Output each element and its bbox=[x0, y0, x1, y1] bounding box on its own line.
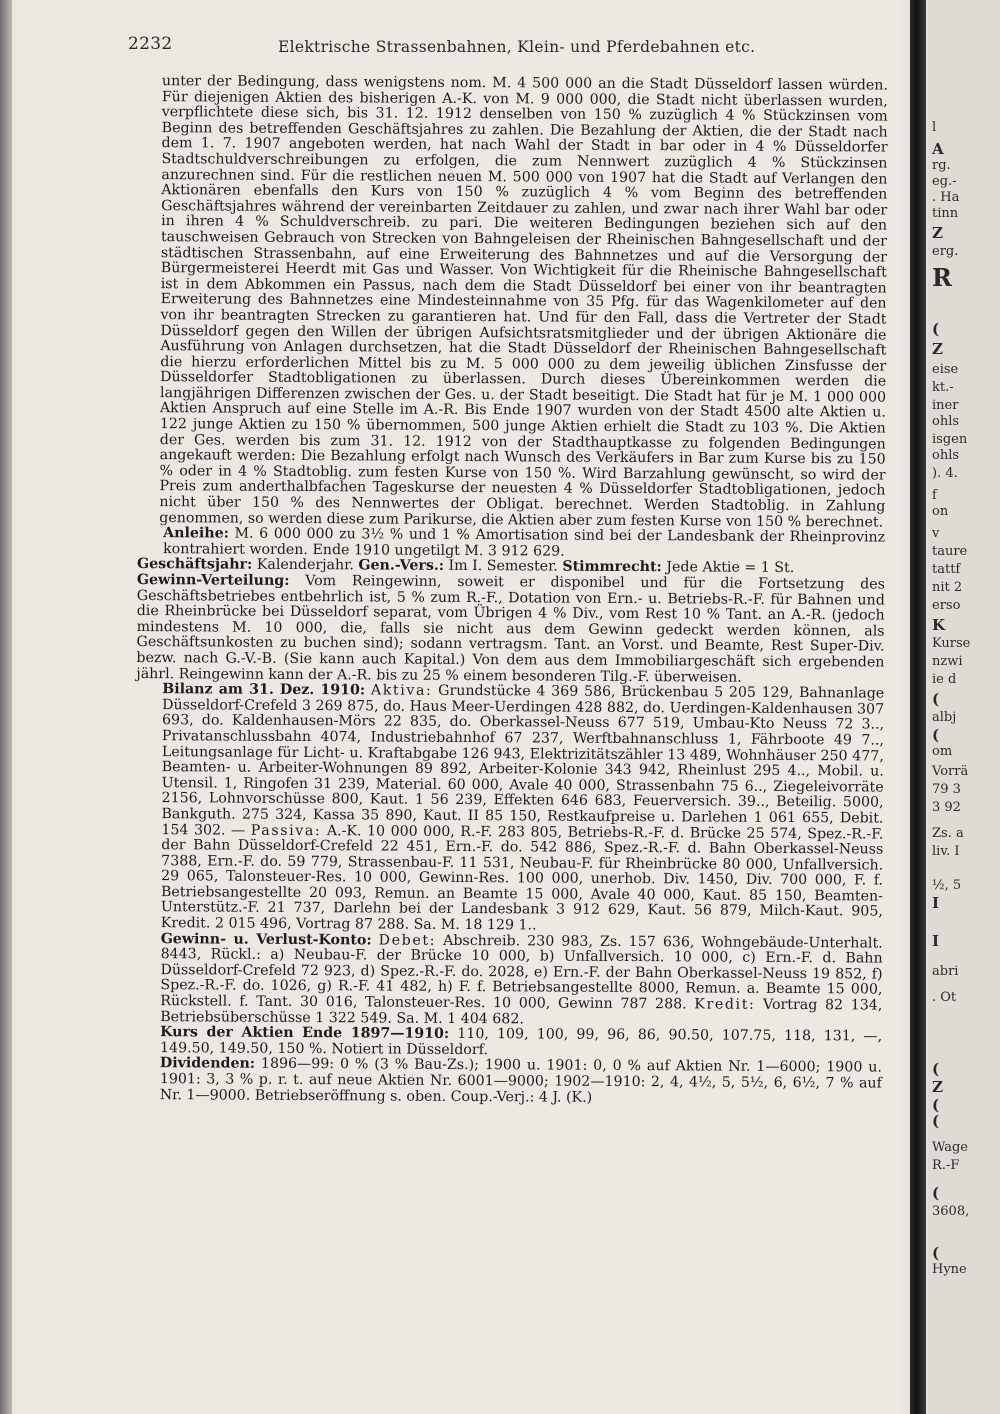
facing-page-text: taure bbox=[932, 544, 968, 559]
subsection-label: Debet: bbox=[378, 932, 437, 949]
facing-page-text: Z bbox=[932, 224, 943, 242]
facing-page-text: erg. bbox=[932, 244, 959, 259]
facing-page-text: ohls bbox=[932, 414, 960, 429]
scan-edge-shadow bbox=[0, 0, 12, 1414]
facing-page-text: nit 2 bbox=[932, 580, 963, 595]
facing-page-text: l bbox=[932, 120, 937, 135]
paragraph-text: 1896—99: 0 % (3 % Bau-Zs.); 1900 u. 1901: 0, 0 % auf Aktien Nr. 1—6000; 1900 u. 1901: 3, 3 % p. r. t. auf neue Aktien Nr. 6001—9000; 1902—1910: 2, 4, 4½, 5, 5½, 6, 6½, 7 % auf Nr. 1—9000. Betriebseröffnung s. oben. Coup.-Verj.: 4 J. (K.) bbox=[159, 1056, 882, 1106]
book-gutter bbox=[910, 0, 926, 1414]
section-label: Geschäftsjahr: bbox=[136, 556, 253, 574]
facing-page-text: albj bbox=[932, 710, 957, 725]
facing-page-text: ie d bbox=[932, 672, 957, 687]
facing-page-text: eg.- bbox=[932, 174, 957, 189]
facing-page-text: Vorrä bbox=[932, 764, 969, 779]
facing-page-text: ( bbox=[932, 1060, 940, 1078]
subsection-label: Kredit: bbox=[694, 996, 756, 1013]
facing-page-text: Hyne bbox=[932, 1262, 967, 1277]
page-number: 2232 bbox=[128, 34, 173, 54]
section-label: Gen.-Vers.: bbox=[358, 557, 445, 575]
paragraph-text: unter der Bedingung, dass wenigstens nom. M. 4 500 000 an die Stadt Düsseldorf lassen würden. Für diejenigen Aktien des bisherigen A.-K. von M. 9 000 000, die Stadt nicht überlassen wurden, verpflichtete diese sich, bis 31. 12. 1912 denselben von 150 % zuzüglich 4 % Stückzinsen vom Beginn des betreffenden Geschäftsjahres zu zahlen. Die Bezahlung der Aktien, die der Stadt nach dem 1. 7. 1907 angeboten werden, hat nach Wahl der Stadt in bar oder in 4 % Düsseldorfer Stadtschuldverschreibungen zu erfolgen, die zum Nennwert zuzüglich 4 % Stückzinsen anzurechnen sind. Für die restlichen neuen M. 500 000 von 1907 hat die Stadt auf Verlangen den Aktionären ebenfalls den Kurs von 150 % zuzüglich 4 % vom Beginn des betreffenden Geschäftsjahres während der vereinbarten Zeitdauer zu zahlen, und zwar nach ihrer Wahl bar oder in ihren 4 % Schuldverschreib. zu pari. Die weiteren Bedingungen beziehen sich auf den tauschweisen Gebrauch von Strecken von Bahngeleisen der Rheinischen Bahngesellschaft und der städtischen Strassenbahn, auf eine Erweiterung des Bahnnetzes und auf die Versorgung der Bürgermeisterei Heerdt mit Gas und Wasser. Von Wichtigkeit für die Rheinische Bahngesellschaft ist in dem Abkommen ein Passus, nach dem die Stadt Düsseldorf bei einer von ihr beantragten Erweiterung des Bahnnetzes eine Mindesteinnahme von 35 Pfg. für das Wagenkilometer auf den von ihr beantragten Strecken zu garantieren hat. Und für den Fall, dass die Vertreter der Stadt Düsseldorf gegen den Willen der übrigen Aufsichtsratsmitglieder und der übrigen Aktionäre die Ausführung von Anlagen durchsetzen, hat die Stadt Düsseldorf der Rheinischen Bahngesellschaft die hierzu erforderlichen Mittel bis zu M. 5 000 000 zu dem jeweilig üblichen Zinsfusse der Düsseldorfer Stadtobligationen zu überlassen. Durch dieses Übereinkommen werden die langjährigen Differenzen zwischen der Ges. u. der Stadt beseitigt. Die Stadt hat für je M. 1 000 000 Aktien Anspruch auf eine Stelle im A.-R. Bis Ende 1907 wurden von der Stadt 4500 alte Aktien u. 122 junge Aktien zu 150 % übernommen, 500 junge Aktien erhielt die Stadt zu 103 %. Die Aktien der Ges. werden bis zum 31. 12. 1912 von der Stadthauptkasse zu folgenden Bedingungen angekauft werden: Die Bezahlung erfolgt nach Wunsch des Verkäufers in Bar zum Kurse bis zu 150 % oder in 4 % Stadtoblig. zum festen Kurse von 150 %. Wird Barzahlung gewünscht, so wird der Preis zum anderthalbfachen Tageskurse der neuesten 4 % Düsseldorfer Stadtobligationen, jedoch nicht über 150 % des Nennwertes der Obligat. berechnet. Werden Stadtoblig. in Zahlung genommen, so werden diese zum Parikurse, die Aktien aber zum festen Kurse von 150 % berechnet. bbox=[159, 73, 888, 531]
facing-page-text: rg. bbox=[932, 158, 951, 173]
facing-page-text: ( bbox=[932, 320, 940, 338]
paragraph-text: Im I. Semester. bbox=[443, 558, 558, 575]
facing-page-text: Kurse bbox=[932, 636, 971, 651]
paragraph-text: Vom Reingewinn, soweit er disponibel und für die Fortsetzung des Geschäftsbetriebes entbehrlich ist, 5 % zum R.-F., Dotation von Ern.- u. Betriebs-R.-F. für Bahnen und die Rheinbrücke bei Düsseldorf separat, vom Übrigen 4 % Div., vom Rest 10 % Tant. an A.-R. (jedoch mindestens M. 10 000, die, falls sie nicht aus dem Gewinn gedeckt werden können, als Geschäftsunkosten zu buchen sind); sodann vertragsm. Tant. an Vorst. und Beamte, Rest Super-Div. bezw. nach G.-V.-B. (Sie kann auch Kapital.) Von dem aus dem Immobiliargeschäft sich ergebenden jährl. Reingewinn kann der A.-R. bis zu 25 % einem besonderen Tilg.-F. überweisen. bbox=[136, 572, 885, 686]
facing-page-text: tinn bbox=[932, 206, 959, 221]
paragraph-text: Jede Aktie = 1 St. bbox=[661, 559, 795, 577]
facing-page-text: 3608, bbox=[932, 1204, 970, 1219]
paragraph-gewinn-verteilung bbox=[136, 573, 885, 687]
facing-page-text: 3 92 bbox=[932, 800, 961, 815]
facing-page-text: liv. I bbox=[932, 844, 960, 859]
paragraph-conditions bbox=[137, 74, 888, 531]
subsection-label: Aktiva: bbox=[370, 682, 433, 699]
facing-page-text: R bbox=[932, 263, 952, 292]
facing-page-text: om bbox=[932, 744, 953, 759]
paragraph-text: Abschreib. 230 983, Zs. 157 636, Wohngebäude-Unterhalt. 8443, Rückl.: a) Neubau-F. der Brücke 10 000, b) Unfallversich. 10 000, c) Ern.-F. d. Bahn Düsseldorf-Crefeld 72 923, d) Spez.-R.-F. do. 2028, e) Ern.-F. der Bahn Oberkassel-Neuss 19 852, f) Spez.-R.-F. do. 1026, g) R.-F. 41 482, h) F. f. Betriebsangestellte 8000, Remun. a. Beamte 15 000, Rückstell. f. Tant. 30 016, Talonsteuer-Res. 10 000, Gewinn 787 288. bbox=[160, 932, 883, 1013]
paragraph-text: M. 6 000 000 zu 3½ % und 1 % Amortisation sind bei der Landesbank der Rheinprovinz kontrahiert worden. Ende 1910 ungetilgt M. 3 912 629. bbox=[163, 525, 886, 560]
facing-page-text: ½, 5 bbox=[932, 878, 962, 893]
facing-page-text: A bbox=[932, 140, 944, 158]
facing-page-text: . Ha bbox=[932, 190, 960, 205]
facing-page-text: isgen bbox=[932, 432, 968, 447]
facing-page-text: abri bbox=[932, 964, 959, 979]
article-body bbox=[134, 74, 888, 1108]
paragraph-text: Vortrag 82 134, Betriebsüberschüsse 1 322 549. Sa. M. 1 404 682. bbox=[160, 996, 883, 1027]
facing-page-text: . Ot bbox=[932, 990, 957, 1005]
facing-page-text: R.-F bbox=[932, 1158, 960, 1173]
paragraph-gewinn-verlust bbox=[134, 932, 883, 1030]
facing-page-text: nzwi bbox=[932, 654, 963, 669]
section-label: Anleihe: bbox=[163, 525, 229, 542]
facing-page-text: v bbox=[932, 526, 940, 541]
facing-page-text: ( bbox=[932, 1096, 940, 1114]
facing-page-text: I bbox=[932, 932, 940, 950]
section-label: Dividenden: bbox=[159, 1055, 256, 1073]
facing-page-text: 79 3 bbox=[932, 782, 961, 797]
paragraph-text: A.-K. 10 000 000, R.-F. 283 805, Betriebs-R.-F. d. Brücke 25 574, Spez.-R.-F. der Bahn Düsseldorf-Crefeld 22 451, Ern.-F. do. 542 886, Spez.-R.-F. d. Bahn Oberkassel-Neuss 7388, Ern.-F. do. 59 779, Strassenbau-F. 11 531, Neubau-F. für Rheinbrücke 80 000, Unfallversich. 29 065, Talonsteuer-Res. 10 000, Gewinn-Res. 100 000, unerhob. Div. 1450, Div. 700 000, F. f. Betriebsangestellte 20 093, Remun. an Beamte 15 000, Avale 40 000, Kaut. 85 150, Beamten-Unterstütz.-F. 21 737, Darlehn bei der Landesbank 3 912 629, Kaut. 56 879, Milch-Kaut. 905, Kredit. 2 015 496, Vortrag 87 288. Sa. M. 18 129 1.. bbox=[160, 822, 884, 934]
facing-page-text: ( bbox=[932, 1112, 940, 1130]
facing-page-text: Z bbox=[932, 340, 943, 358]
facing-page-text: f bbox=[932, 488, 937, 503]
subsection-label: Passiva: bbox=[250, 822, 322, 839]
facing-page-text: ( bbox=[932, 1184, 940, 1202]
facing-page-text: K bbox=[932, 616, 946, 634]
section-label: Kurs der Aktien Ende 1897—1910: bbox=[160, 1024, 450, 1043]
facing-page-text: ). 4. bbox=[932, 466, 958, 481]
section-label: Gewinn-Verteilung: bbox=[136, 571, 290, 589]
facing-page-text: Zs. a bbox=[932, 826, 964, 841]
section-label: Stimmrecht: bbox=[562, 558, 662, 576]
paragraph-text: 110, 109, 100, 99, 96, 86, 90.50, 107.75, 118, 131, —, 149.50, 149.50, 150 %. Notiert in Düsseldorf. bbox=[160, 1026, 883, 1058]
facing-page-text: ( bbox=[932, 1244, 940, 1262]
facing-page-fragment bbox=[928, 0, 1000, 1414]
facing-page-text: I bbox=[932, 894, 940, 912]
paragraph-bilanz bbox=[135, 682, 885, 936]
facing-page-text: Wage bbox=[932, 1140, 968, 1155]
facing-page-text: iner bbox=[932, 398, 959, 413]
facing-page-text: ( bbox=[932, 690, 940, 708]
facing-page-text: Z bbox=[932, 1078, 943, 1096]
facing-page-text: kt.- bbox=[932, 380, 954, 395]
facing-page-text: erso bbox=[932, 598, 961, 613]
section-label: Bilanz am 31. Dez. 1910: bbox=[162, 681, 366, 699]
paragraph-text: Kalenderjahr. bbox=[252, 557, 354, 574]
facing-page-text: ohls bbox=[932, 448, 960, 463]
running-title: Elektrische Strassenbahnen, Klein- und Pferdebahnen etc. bbox=[278, 38, 756, 56]
facing-page-text: eise bbox=[932, 362, 959, 377]
facing-page-text: on bbox=[932, 504, 949, 519]
facing-page-text: tattf bbox=[932, 562, 961, 577]
section-label: Gewinn- u. Verlust-Konto: bbox=[160, 930, 372, 949]
paragraph-text: Grundstücke 4 369 586, Brückenbau 5 205 129, Bahnanlage Düsseldorf-Crefeld 3 269 875, do. Haus Meer-Uerdingen 428 882, do. Uerdingen-Kaldenhausen 307 693, do. Kaldenhausen-Mörs 22 835, do. Oberkassel-Neuss 677 519, Umbau-Kto Neuss 72 3.., Privatanschlussbahn 4074, Industriebahnhof 67 237, Werftbahnanschluss 1, Fährboote 49 7.., Leitungsanlage für Licht- u. Kraftabgabe 126 943, Elektrizitätszähler 13 489, Wohnhäuser 250 477, Beamten- u. Arbeiter-Wohnungen 89 892, Arbeiter-Kolonie 343 942, Rheinlust 295 4.., Mobil. u. Utensil. 1, Ringofen 31 239, Material. 60 000, Avale 40 000, Strassenbahn 75 6.., Ziegeleivorräte 2156, Lohnvorschüsse 800, Kaut. 1 56 239, Effekten 646 683, Feuerversich. 39.., Beteilig. 5000, Bankguth. 275 324, Kassa 35 890, Kaut. II 85 150, Restkaufpreise u. Darlehen 1 061 655, Debit. 154 302. — bbox=[161, 682, 885, 839]
paragraph-dividenden bbox=[134, 1056, 882, 1107]
facing-page-text: ( bbox=[932, 726, 940, 744]
